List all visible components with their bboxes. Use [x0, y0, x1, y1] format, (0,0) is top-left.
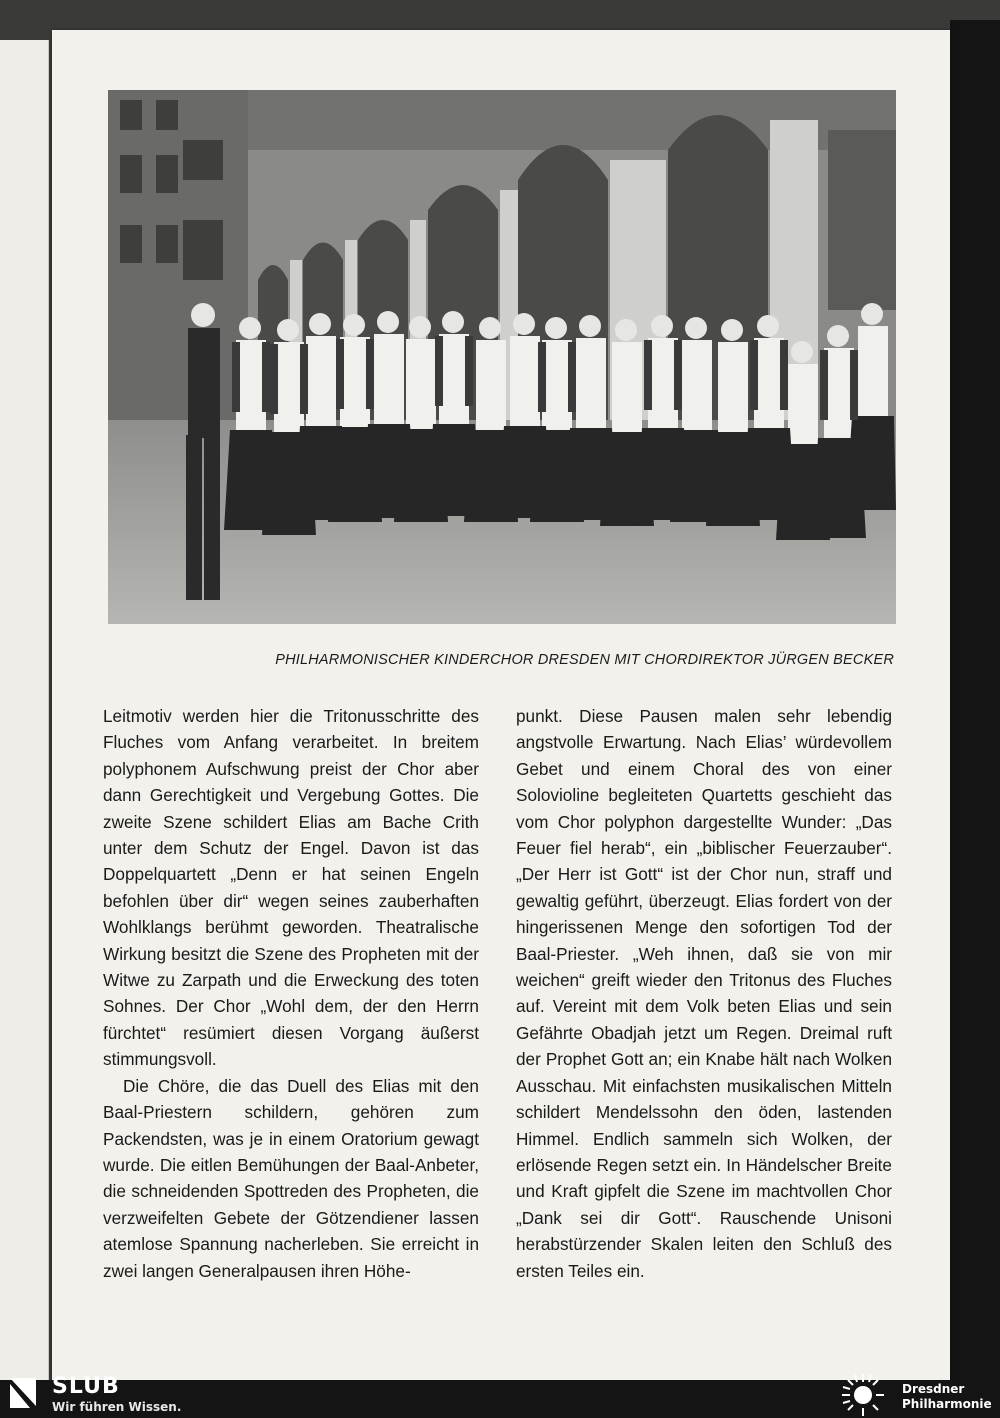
previous-page-edge [0, 40, 49, 1380]
scan-border [950, 20, 1000, 1380]
text-column-left [103, 703, 479, 1284]
photo-caption: PHILHARMONISCHER KINDERCHOR DRESDEN MIT CHORDIREKTOR JÜRGEN BECKER [275, 652, 894, 668]
library-name: SLUB [52, 1374, 120, 1399]
partner-name-line1: Dresdner [902, 1382, 965, 1396]
photo-illustration [108, 90, 896, 624]
partner-name-line2: Philharmonie [902, 1397, 992, 1411]
paragraph: Die Chöre, die das Duell des Elias mit den Baal-Priestern schildern, gehören zum Packendsten, was je in einem Oratorium gewagt wurde. Die eitlen Bemühungen der Baal-Anbeter, die schneidenden Spottreden des Propheten, die verzweifelten Gebete der Götzendiener lassen atemlose Spannung nacherleben. Sie erreicht in zwei langen Generalpausen ihren Höhe- [103, 1075, 479, 1281]
library-tagline: Wir führen Wissen. [52, 1400, 182, 1414]
paragraph: punkt. Diese Pausen malen sehr lebendig angstvolle Erwartung. Nach Elias’ würdevollem Gebet und einem Choral des von einer Solovioline begleiteten Quartetts geschieht das vom Chor polyphon dargestellte Wunder: „Das Feuer fiel herab“, ein „biblischer Feuerzauber“. „Der Herr ist Gott“ ist der Chor nun, straff und gewaltig geführt, überzeugt. Elias fordert von der hingerissenen Menge den sofortigen Tod der Baal-Priester. „Weh ihnen, daß sie von mir weichen“ greift wieder den Tritonus des Fluches auf. Vereint mit dem Volk beten Elias und sein Gefährte Obadjah jetzt um Regen. Dreimal ruft der Prophet Gott an; ein Knabe hält nach Wolken Ausschau. Mit einfachsten musikalischen Mitteln schildert Mendelssohn den öden, lastenden Himmel. Endlich sammeln sich Wolken, der erlösende Regen setzt ein. In Händelscher Breite und Kraft gipfelt die Szene im machtvollen Chor „Dank sei dir Gott“. Rauschende Unisoni herabstürzender Skalen leiten den Schluß des ersten Teiles ein. [516, 706, 892, 1281]
philharmonie-sun-logo-icon [840, 1372, 886, 1418]
choir-group-photo [108, 90, 896, 624]
text-column-right [516, 703, 892, 1284]
paragraph: Leitmotiv werden hier die Tritonusschritte des Fluches vom Anfang verarbeitet. In breitem polyphonem Aufschwung preist der Chor aber dann Gerechtigkeit und Vergebung Gottes. Die zweite Szene schildert Elias am Bache Crith unter dem Schutz der Engel. Davon ist das Doppelquartett „Denn er hat seinen Engeln befohlen über dir“ wegen seines zauberhaften Wohlklangs berühmt geworden. Theatralische Wirkung besitzt die Szene des Propheten mit der Witwe zu Zarpath und die Erweckung des toten Sohnes. Der Chor „Wohl dem, der den Herrn fürchtet“ resümiert diesen Vorgang äußerst stimmungsvoll. [103, 706, 479, 1070]
slub-logo-icon [6, 1376, 40, 1410]
